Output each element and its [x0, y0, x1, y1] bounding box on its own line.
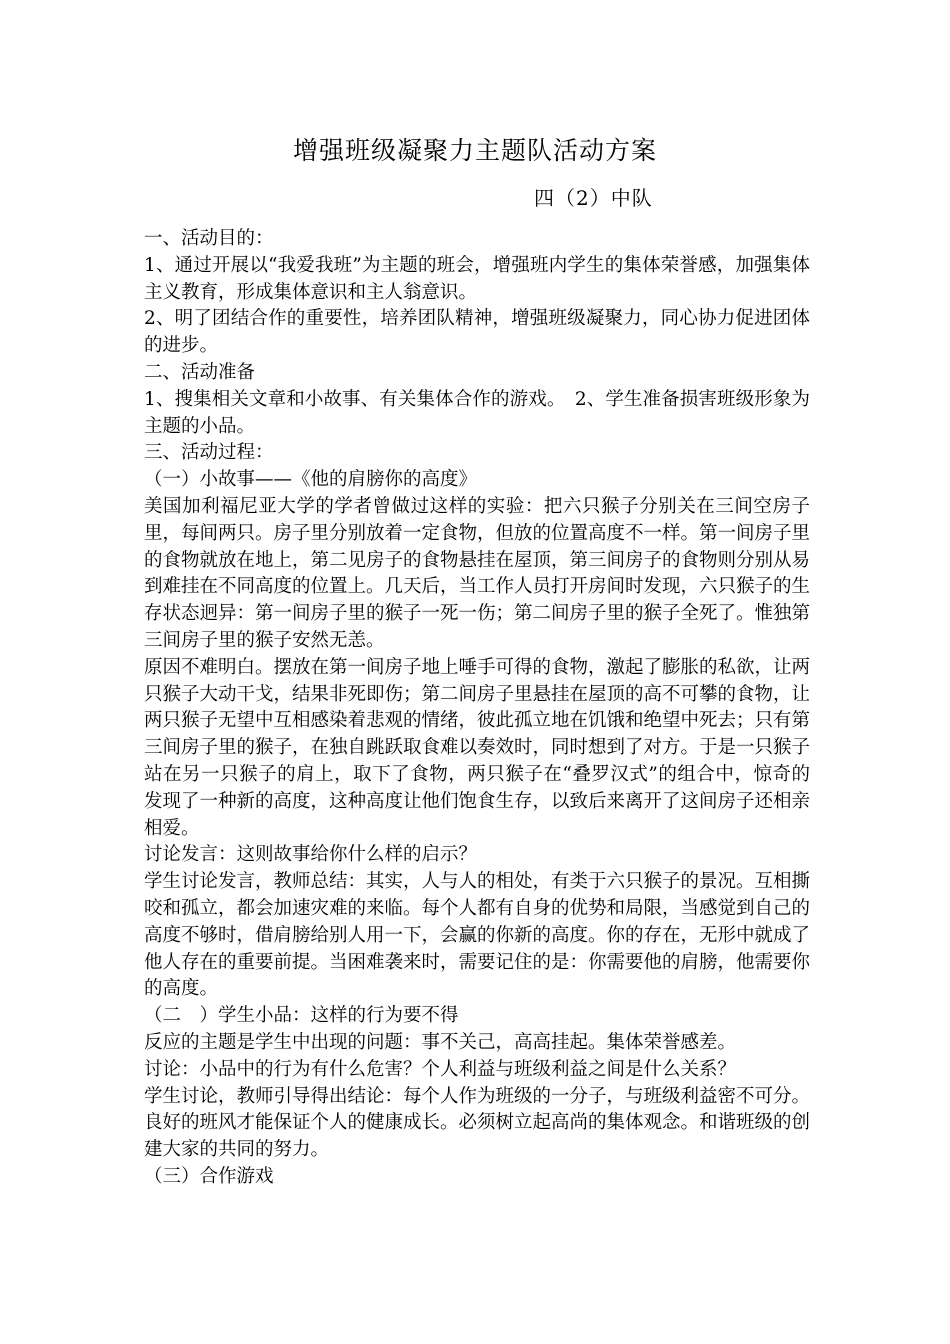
paragraph: 讨论发言：这则故事给你什么样的启示？: [144, 844, 478, 866]
paragraph: 原因不难明白。摆放在第一间房子地上唾手可得的食物，激起了膨胀的私欲，让两只猴子大动干戈，结果非死即伤；第二间房子里悬挂在屋顶的高不可攀的食物，让两只猴子无望中互相感染着悲观的情绪，彼此孤立地在饥饿和绝望中死去；只有第三间房子里的猴子，在独自跳跃取食难以奏效时，同时想到了对方。于是一只猴子站在另一只猴子的肩上，取下了食物，两只猴子在“叠罗汉式”的组合中，惊奇的发现了一种新的高度，这种高度让他们饱食生存，以致后来离开了这间房子还相亲相爱。: [144, 656, 811, 839]
paragraph: （一）小故事——《他的肩膀你的高度》: [144, 469, 478, 491]
paragraph: 一、活动目的：: [144, 228, 274, 249]
document-title: 增强班级凝聚力主题队活动方案: [292, 136, 657, 165]
paragraph: 2、明了团结合作的重要性，培养团队精神，增强班级凝聚力，同心协力促进团体的进步。: [144, 308, 810, 357]
paragraph: 1、通过开展以“我爱我班”为主题的班会，增强班内学生的集体荣誉感，加强集体主义教育，形成集体意识和主人翁意识。: [144, 254, 810, 303]
paragraph: 反应的主题是学生中出现的问题：事不关己，高高挂起。集体荣誉感差。: [144, 1031, 737, 1053]
paragraph: 三、活动过程：: [144, 442, 274, 464]
paragraph: 美国加利福尼亚大学的学者曾做过这样的实验：把六只猴子分别关在三间空房子里，每间两只。房子里分别放着一定食物，但放的位置高度不一样。第一间房子里的食物就放在地上，第二见房子的食物悬挂在屋顶，第三间房子的食物则分别从易到难挂在不同高度的位置上。几天后，当工作人员打开房间时发现，六只猴子的生存状态迥异：第一间房子里的猴子一死一伤；第二间房子里的猴子全死了。惟独第三间房子里的猴子安然无恙。: [144, 495, 811, 651]
paragraph: （二 ）学生小品：这样的行为要不得: [144, 1005, 459, 1027]
paragraph: 学生讨论发言，教师总结：其实，人与人的相处，有类于六只猴子的景况。互相撕咬和孤立，都会加速灾难的来临。每个人都有自身的优势和局限，当感觉到自己的高度不够时，借肩膀给别人用一下，会赢的你新的高度。你的存在，无形中就成了他人存在的重要前提。当困难袭来时，需要记住的是：你需要他的肩膀，他需要你的高度。: [144, 871, 811, 1000]
paragraph: 二、活动准备: [144, 361, 256, 383]
paragraph: 学生讨论，教师引导得出结论：每个人作为班级的一分子，与班级利益密不可分。良好的班风才能保证个人的健康成长。必须树立起高尚的集体观念。和谐班级的创建大家的共同的努力。: [144, 1085, 811, 1161]
document-subtitle: 四（2）中队: [534, 186, 653, 210]
document-body: [144, 226, 810, 1191]
paragraph: 讨论：小品中的行为有什么危害？个人利益与班级利益之间是什么关系？: [144, 1058, 737, 1080]
paragraph: 1、搜集相关文章和小故事、有关集体合作的游戏。 2、学生准备损害班级形象为主题的小品。: [144, 388, 810, 437]
paragraph: （三）合作游戏: [144, 1165, 274, 1187]
